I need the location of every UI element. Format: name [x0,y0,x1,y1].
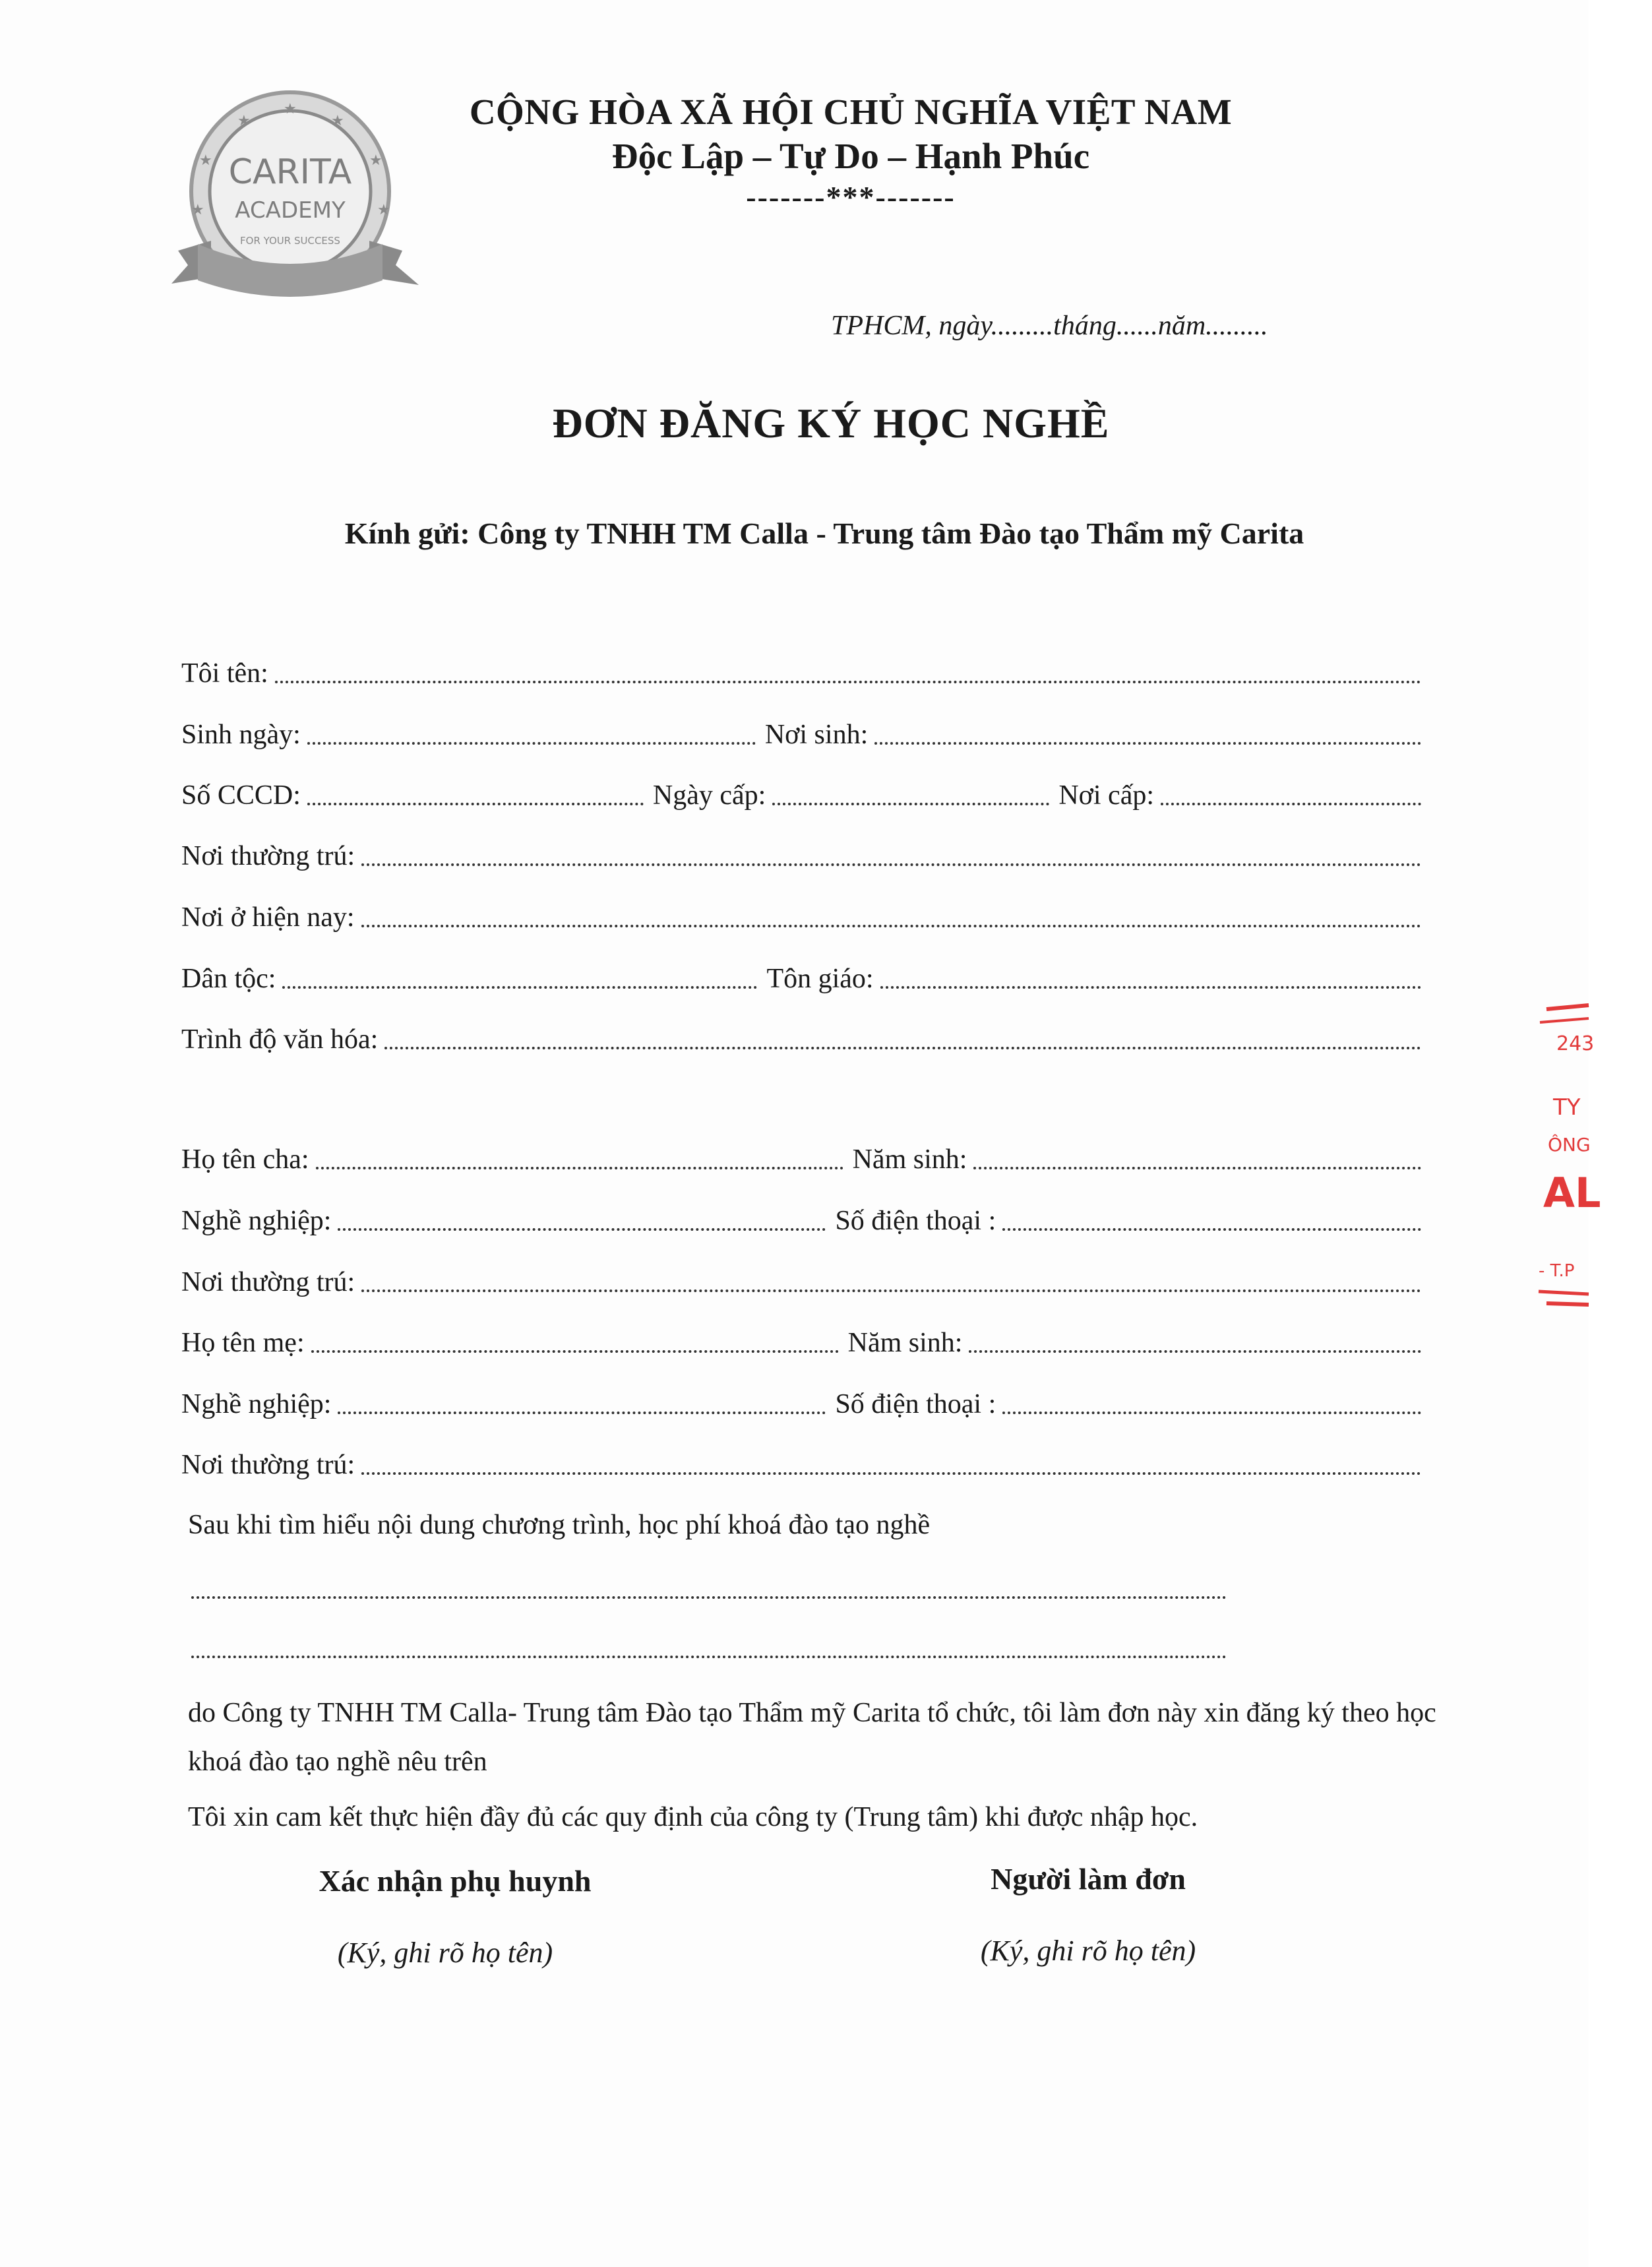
stamp-text-tp: - T.P [1539,1261,1575,1281]
input-line-religion[interactable] [880,986,1421,989]
logo-text-carita: CARITA [228,152,352,192]
field-row-id [181,772,1421,811]
field-row-ethnicity [181,955,1421,995]
label-ethnicity: Dân tộc: [181,964,276,994]
label-birth-date: Sinh ngày: [181,720,301,750]
field-row-mother-job [181,1381,1421,1420]
input-line-permanent-address[interactable] [361,863,1421,866]
logo-seal-icon [158,86,435,317]
label-father-phone: Số điện thoại : [835,1206,996,1236]
input-line-mother-name[interactable] [311,1350,839,1353]
svg-text:★: ★ [199,152,212,169]
logo-text-tagline: FOR YOUR SUCCESS [240,235,340,247]
input-line-mother-birth-year[interactable] [969,1350,1421,1353]
label-religion: Tôn giáo: [766,964,874,994]
organizer-paragraph: do Công ty TNHH TM Calla- Trung tâm Đào tạo Thẩm mỹ Carita tổ chức, tôi làm đơn này xin đăng ký theo học khoá đào tạo nghề nêu trên [188,1698,1436,1777]
field-row-mother-name [181,1319,1421,1359]
input-line-name[interactable] [275,681,1421,683]
field-row-mother-address [181,1441,1421,1481]
field-row-name [181,650,1421,689]
stamp-icon [1520,996,1601,1306]
field-row-father-address [181,1258,1421,1298]
input-line-mother-job[interactable] [338,1412,826,1414]
label-permanent-address: Nơi thường trú: [181,841,355,871]
intro-paragraph: Sau khi tìm hiểu nội dung chương trình, học phí khoá đào tạo nghề [188,1510,931,1540]
svg-text:★: ★ [237,113,251,129]
stamp-text-code: 243 [1556,1032,1595,1055]
input-line-father-address[interactable] [361,1289,1421,1292]
input-line-mother-address[interactable] [361,1472,1421,1475]
parent-signature-note: (Ký, ghi rõ họ tên) [337,1937,553,1969]
input-line-father-phone[interactable] [1002,1228,1421,1231]
logo-text-academy: ACADEMY [235,197,346,224]
label-id-number: Số CCCD: [181,780,301,811]
label-mother-birth-year: Năm sinh: [847,1328,963,1358]
input-line-ethnicity[interactable] [282,986,757,989]
label-mother-name: Họ tên mẹ: [181,1328,305,1358]
field-row-father-name [181,1136,1421,1175]
label-father-birth-year: Năm sinh: [852,1144,967,1175]
national-title: CỘNG HÒA XÃ HỘI CHỦ NGHĨA VIỆT NAM [469,92,1233,132]
input-line-issue-place[interactable] [1161,803,1421,805]
label-mother-phone: Số điện thoại : [835,1389,996,1419]
label-father-address: Nơi thường trú: [181,1267,355,1297]
field-row-birth [181,711,1421,751]
label-issue-place: Nơi cấp: [1058,780,1155,811]
label-father-name: Họ tên cha: [181,1144,309,1175]
field-row-current-address [181,894,1421,933]
input-line-birth-date[interactable] [307,742,756,745]
input-line-mother-phone[interactable] [1002,1412,1421,1414]
stamp-text-ty: TY [1553,1094,1581,1121]
input-line-father-name[interactable] [316,1167,843,1169]
stamp-text-al: AL [1543,1169,1601,1217]
input-line-birth-place[interactable] [874,742,1421,745]
field-row-permanent-address [181,832,1421,872]
form-title: ĐƠN ĐĂNG KÝ HỌC NGHỀ [552,400,1110,447]
input-line-father-birth-year[interactable] [973,1167,1421,1169]
label-birth-place: Nơi sinh: [764,720,869,750]
date-line: TPHCM, ngày.........tháng......năm......... [831,311,1268,341]
input-line-education[interactable] [384,1047,1421,1049]
label-mother-address: Nơi thường trú: [181,1450,355,1480]
label-issue-date: Ngày cấp: [652,780,766,811]
national-motto: Độc Lập – Tự Do – Hạnh Phúc [611,136,1090,176]
label-mother-job: Nghề nghiệp: [181,1389,332,1419]
company-stamp-fragment [1520,996,1652,1306]
svg-text:★: ★ [284,101,297,117]
commitment-paragraph: Tôi xin cam kết thực hiện đầy đủ các quy định của công ty (Trung tâm) khi được nhập học. [188,1802,1198,1832]
input-line-id-number[interactable] [307,803,644,805]
recipient-line: Kính gửi: Công ty TNHH TM Calla - Trung tâm Đào tạo Thẩm mỹ Carita [344,516,1304,550]
label-name: Tôi tên: [181,658,268,689]
carita-logo [158,86,435,317]
applicant-signature-title: Người làm đơn [991,1862,1186,1896]
applicant-signature-note: (Ký, ghi rõ họ tên) [980,1935,1196,1967]
svg-text:★: ★ [331,113,344,129]
svg-text:★: ★ [191,202,204,218]
input-line-current-address[interactable] [361,925,1421,927]
label-current-address: Nơi ở hiện nay: [181,902,355,933]
field-row-father-job [181,1197,1421,1237]
course-input-line-2[interactable] [191,1656,1227,1658]
field-row-education [181,1016,1421,1055]
svg-text:★: ★ [377,202,390,218]
svg-text:★: ★ [369,152,382,169]
course-input-line-1[interactable] [191,1596,1227,1599]
header-separator: -------***------- [746,180,956,214]
label-education: Trình độ văn hóa: [181,1024,379,1055]
input-line-father-job[interactable] [338,1228,826,1231]
stamp-text-ong: ÔNG [1548,1134,1591,1156]
label-father-job: Nghề nghiệp: [181,1206,332,1236]
parent-signature-title: Xác nhận phụ huynh [319,1864,592,1898]
input-line-issue-date[interactable] [772,803,1049,805]
